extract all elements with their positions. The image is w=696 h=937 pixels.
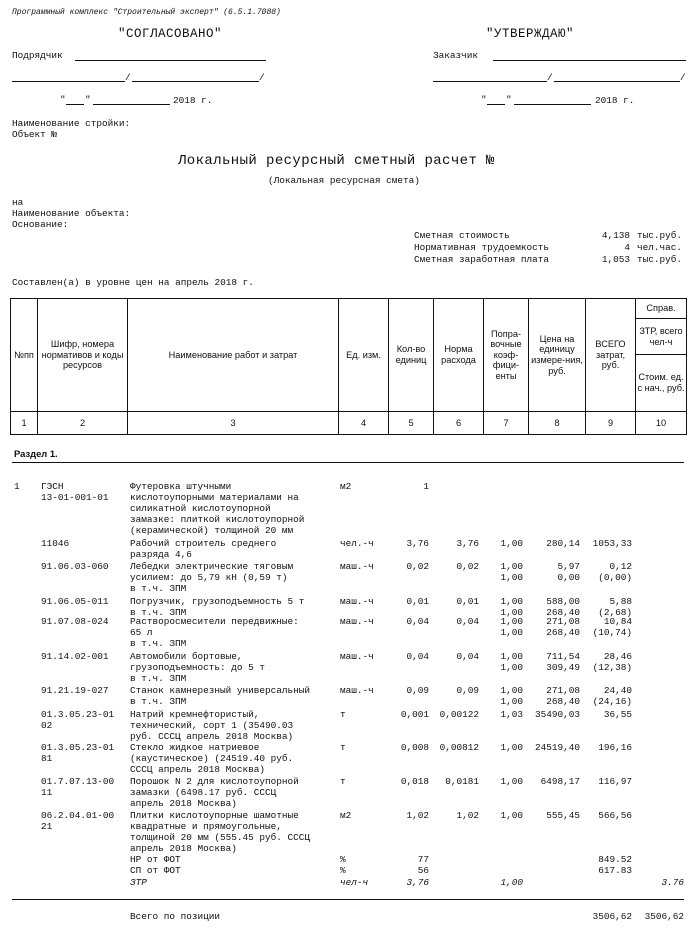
row-quantity: 0,04	[406, 651, 429, 662]
right-date-month-line	[514, 104, 591, 105]
overhead-sp-unit: %	[340, 865, 346, 876]
th-coef: Попра-вочные коэф-фици-енты	[483, 298, 528, 411]
row-coef: 1,00	[500, 662, 523, 673]
table-header	[10, 298, 687, 435]
row-coef: 1,00	[500, 696, 523, 707]
th-num-9: 9	[585, 411, 635, 434]
row-number: 1	[14, 481, 20, 492]
summary-cost-label: Сметная стоимость	[414, 230, 510, 241]
row-coef: 1,00	[500, 561, 523, 572]
row-total: 116,97	[598, 776, 632, 787]
basis-label: Основание:	[12, 219, 69, 230]
row-quantity: 0,008	[400, 742, 429, 753]
row-total: 28,46	[603, 651, 632, 662]
total-value: 3506,62	[592, 911, 632, 922]
row-price: 35490,03	[534, 709, 580, 720]
row-name-line: толщиной 20 мм (555.45 руб. СССЦ	[130, 832, 311, 843]
row-name-line: апрель 2018 Москва)	[130, 798, 237, 809]
right-date-day-line	[487, 104, 505, 105]
row-coef: 1,00	[500, 776, 523, 787]
row-coef: 1,00	[500, 685, 523, 696]
row-code: 91.06.05-011	[41, 596, 109, 607]
row-unit: маш.-ч	[340, 616, 374, 627]
left-date-month-line	[93, 104, 170, 105]
row-name-line: замазке: плиткой кислотоупорной	[130, 514, 305, 525]
th-number: №пп	[10, 298, 37, 411]
row-price: 268,40	[546, 696, 580, 707]
row-quantity: 0,09	[406, 685, 429, 696]
row-unit: т	[340, 709, 346, 720]
row-total: 1053,33	[592, 538, 632, 549]
summary-labor-value: 4	[624, 242, 630, 253]
ztr-unit: чел-ч	[340, 877, 369, 888]
th-num-8: 8	[528, 411, 585, 434]
row-price: 271,08	[546, 616, 580, 627]
row-name-line: в т.ч. ЗПМ	[130, 673, 187, 684]
row-coef: 1,00	[500, 607, 523, 618]
row-norm: 0,0181	[445, 776, 479, 787]
overhead-sp-total: 617.83	[598, 865, 632, 876]
contractor-label: Подрядчик	[12, 50, 63, 61]
row-code: 01.3.05.23-01	[41, 709, 115, 720]
row-quantity: 0,02	[406, 561, 429, 572]
row-name-line: Порошок N 2 для кислотоупорной	[130, 776, 299, 787]
th-quantity: Кол-во единиц	[388, 298, 433, 411]
left-name-line	[132, 81, 259, 82]
total-label: Всего по позиции	[130, 911, 221, 922]
row-name-line: Стекло жидкое натриевое	[130, 742, 260, 753]
row-price: 309,49	[546, 662, 580, 673]
construction-name-label: Наименование стройки:	[12, 118, 131, 129]
th-num-7: 7	[483, 411, 528, 434]
th-num-2: 2	[37, 411, 127, 434]
row-coef: 1,00	[500, 616, 523, 627]
row-price: 268,40	[546, 607, 580, 618]
row-total: 10,84	[603, 616, 632, 627]
row-code: 13-01-001-01	[41, 492, 109, 503]
right-date-year: 2018 г.	[595, 95, 635, 106]
th-name: Наименование работ и затрат	[127, 298, 338, 411]
row-quantity: 3,76	[406, 538, 429, 549]
th-total: ВСЕГО затрат, руб.	[585, 298, 635, 411]
row-price: 711,54	[546, 651, 580, 662]
th-ref-cost: Стоим. ед. с нач., руб.	[635, 354, 686, 411]
row-name-line: Растворосмесители передвижные:	[130, 616, 299, 627]
row-coef: 1,00	[500, 742, 523, 753]
th-ref-ztr: ЗТР, всего чел-ч	[635, 318, 686, 354]
row-name-line: Станок камнерезный универсальный	[130, 685, 311, 696]
row-name-line: в т.ч. ЗПМ	[130, 696, 187, 707]
th-num-4: 4	[338, 411, 388, 434]
ztr-value: 3.76	[661, 877, 684, 888]
th-price: Цена на единицу измере-ния, руб.	[528, 298, 585, 411]
row-name-line: квадратные и прямоугольные,	[130, 821, 282, 832]
row-norm: 0,04	[456, 616, 479, 627]
row-name-line: разряда 4,6	[130, 549, 192, 560]
th-num-3: 3	[127, 411, 338, 434]
overhead-nr-unit: %	[340, 854, 346, 865]
row-total: 5,88	[609, 596, 632, 607]
row-name-line: Погрузчик, грузоподъемность 5 т	[130, 596, 305, 607]
customer-label: Заказчик	[433, 50, 479, 61]
th-norm: Норма расхода	[433, 298, 483, 411]
row-total: 24,40	[603, 685, 632, 696]
row-unit: маш.-ч	[340, 685, 374, 696]
th-num-6: 6	[433, 411, 483, 434]
row-total: 196,16	[598, 742, 632, 753]
row-code: 21	[41, 821, 53, 832]
row-total: 566,56	[598, 810, 632, 821]
row-unit: т	[340, 742, 346, 753]
row-quantity: 1,02	[406, 810, 429, 821]
row-name-line: кислотоупорными материалами на	[130, 492, 299, 503]
row-price: 555,45	[546, 810, 580, 821]
row-name-line: (каустическое) (24519.40 руб.	[130, 753, 294, 764]
section-divider	[12, 462, 684, 463]
right-sign-line	[433, 81, 547, 82]
th-code: Шифр, номера нормативов и коды ресурсов	[37, 298, 127, 411]
row-total: (0,00)	[598, 572, 632, 583]
th-ref: Справ.	[635, 298, 686, 318]
total-ref-value: 3506,62	[644, 911, 684, 922]
row-total: (24,16)	[592, 696, 632, 707]
row-coef: 1,00	[500, 538, 523, 549]
approval-right-title: "УТВЕРЖДАЮ"	[486, 27, 575, 41]
row-price: 5,97	[557, 561, 580, 572]
row-code: 91.21.19-027	[41, 685, 109, 696]
row-total: 36,55	[603, 709, 632, 720]
overhead-nr-qty: 77	[417, 854, 429, 865]
row-name-line: усилием: до 5,79 кН (0,59 т)	[130, 572, 288, 583]
row-name-line: апрель 2018 Москва)	[130, 843, 237, 854]
right-sign-slash-end: /	[680, 72, 686, 83]
row-norm: 0,00812	[439, 742, 479, 753]
row-norm: 0,04	[456, 651, 479, 662]
section-title: Раздел 1.	[14, 448, 58, 459]
row-norm: 0,09	[456, 685, 479, 696]
row-name-line: в т.ч. ЗПМ	[130, 607, 187, 618]
price-level: Составлен(а) в уровне цен на апрель 2018 г.	[12, 277, 254, 288]
th-num-5: 5	[388, 411, 433, 434]
row-price: 271,08	[546, 685, 580, 696]
overhead-sp-qty: 56	[417, 865, 429, 876]
object-name-label: Наименование объекта:	[12, 208, 131, 219]
row-name-line: руб. СССЦ апрель 2018 Москва)	[130, 731, 294, 742]
ztr-name: ЗТР	[130, 877, 147, 888]
row-norm: 0,01	[456, 596, 479, 607]
row-name-line: Рабочий строитель среднего	[130, 538, 277, 549]
row-coef: 1,00	[500, 572, 523, 583]
row-coef: 1,03	[500, 709, 523, 720]
left-sign-line	[12, 81, 125, 82]
summary-salary-unit: тыс.руб.	[637, 254, 683, 265]
row-total: (12,38)	[592, 662, 632, 673]
row-norm: 0,02	[456, 561, 479, 572]
right-date-quote-open: "	[481, 94, 487, 105]
row-norm: 0,00122	[439, 709, 479, 720]
row-price: 24519,40	[534, 742, 580, 753]
row-name-line: 65 л	[130, 627, 153, 638]
row-quantity: 0,018	[400, 776, 429, 787]
left-date-year: 2018 г.	[173, 95, 213, 106]
row-code: 91.07.08-024	[41, 616, 109, 627]
total-divider	[12, 899, 684, 900]
overhead-nr-total: 849.52	[598, 854, 632, 865]
row-norm: 3,76	[456, 538, 479, 549]
row-name-line: в т.ч. ЗПМ	[130, 638, 187, 649]
row-unit: маш.-ч	[340, 651, 374, 662]
approval-left-title: "СОГЛАСОВАНО"	[118, 27, 223, 41]
row-coef: 1,00	[500, 810, 523, 821]
row-name-line: грузоподъемность: до 5 т	[130, 662, 266, 673]
row-coef: 1,00	[500, 627, 523, 638]
summary-labor-unit: чел.час.	[637, 242, 683, 253]
row-quantity: 0,01	[406, 596, 429, 607]
program-line: Программный комплекс "Строительный эксперт" (6.5.1.7088)	[12, 8, 281, 17]
summary-salary-value: 1,053	[601, 254, 630, 265]
row-code: 91.06.03-060	[41, 561, 109, 572]
summary-salary-label: Сметная заработная плата	[414, 254, 550, 265]
overhead-sp-name: СП от ФОТ	[130, 865, 181, 876]
row-price: 0,00	[557, 572, 580, 583]
row-name-line: Плитки кислотоупорные шамотные	[130, 810, 299, 821]
row-code: ГЭСН	[41, 481, 64, 492]
row-code: 06.2.04.01-00	[41, 810, 115, 821]
row-name-line: замазки (6498.17 руб. СССЦ	[130, 787, 277, 798]
row-name-line: Футеровка штучными	[130, 481, 232, 492]
row-code: 11046	[41, 538, 70, 549]
right-date-quote-close: "	[506, 94, 512, 105]
left-sign-slash: /	[125, 72, 131, 83]
row-name-line: в т.ч. ЗПМ	[130, 583, 187, 594]
left-date-quote-open: "	[60, 94, 66, 105]
row-name-line: Автомобили бортовые,	[130, 651, 243, 662]
row-price: 6498,17	[540, 776, 580, 787]
row-code: 01.7.07.13-00	[41, 776, 115, 787]
row-price: 268,40	[546, 627, 580, 638]
row-unit: м2	[340, 810, 352, 821]
contractor-line	[75, 60, 266, 61]
left-sign-slash-end: /	[259, 72, 265, 83]
row-total: 0,12	[609, 561, 632, 572]
summary-cost-unit: тыс.руб.	[637, 230, 683, 241]
row-code: 91.14.02-001	[41, 651, 109, 662]
row-code: 02	[41, 720, 53, 731]
row-price: 280,14	[546, 538, 580, 549]
row-unit: м2	[340, 481, 352, 492]
row-unit: маш.-ч	[340, 596, 374, 607]
th-num-1: 1	[10, 411, 37, 434]
row-name-line: силикатной кислотоупорной	[130, 503, 271, 514]
row-quantity: 0,04	[406, 616, 429, 627]
ztr-qty: 3,76	[406, 877, 429, 888]
row-name-line: технический, сорт 1 (35490.03	[130, 720, 294, 731]
row-coef: 1,00	[500, 596, 523, 607]
row-quantity: 0,001	[400, 709, 429, 720]
right-sign-slash: /	[547, 72, 553, 83]
document-title: Локальный ресурсный сметный расчет №	[178, 153, 495, 169]
left-date-day-line	[66, 104, 84, 105]
row-unit: чел.-ч	[340, 538, 374, 549]
row-norm: 1,02	[456, 810, 479, 821]
overhead-nr-name: НР от ФОТ	[130, 854, 181, 865]
row-quantity: 1	[423, 481, 429, 492]
row-unit: т	[340, 776, 346, 787]
row-name-line: Натрий кремнефтористый,	[130, 709, 260, 720]
on-label: на	[12, 197, 24, 208]
summary-labor-label: Нормативная трудоемкость	[414, 242, 550, 253]
row-name-line: (керамической) толщиной 20 мм	[130, 525, 294, 536]
customer-line	[493, 60, 686, 61]
row-total: (2,68)	[598, 607, 632, 618]
row-total: (10,74)	[592, 627, 632, 638]
row-name-line: Лебедки электрические тяговым	[130, 561, 294, 572]
summary-cost-value: 4,138	[601, 230, 630, 241]
object-number-label: Объект №	[12, 129, 58, 140]
th-num-10: 10	[635, 411, 686, 434]
row-coef: 1,00	[500, 651, 523, 662]
right-name-line	[554, 81, 680, 82]
row-name-line: СССЦ апрель 2018 Москва)	[130, 764, 266, 775]
row-price: 588,00	[546, 596, 580, 607]
row-code: 81	[41, 753, 53, 764]
row-code: 01.3.05.23-01	[41, 742, 115, 753]
ztr-coef: 1,00	[500, 877, 523, 888]
row-unit: маш.-ч	[340, 561, 374, 572]
row-code: 11	[41, 787, 53, 798]
left-date-quote-close: "	[85, 94, 91, 105]
th-unit: Ед. изм.	[338, 298, 388, 411]
document-subtitle: (Локальная ресурсная смета)	[268, 175, 420, 186]
